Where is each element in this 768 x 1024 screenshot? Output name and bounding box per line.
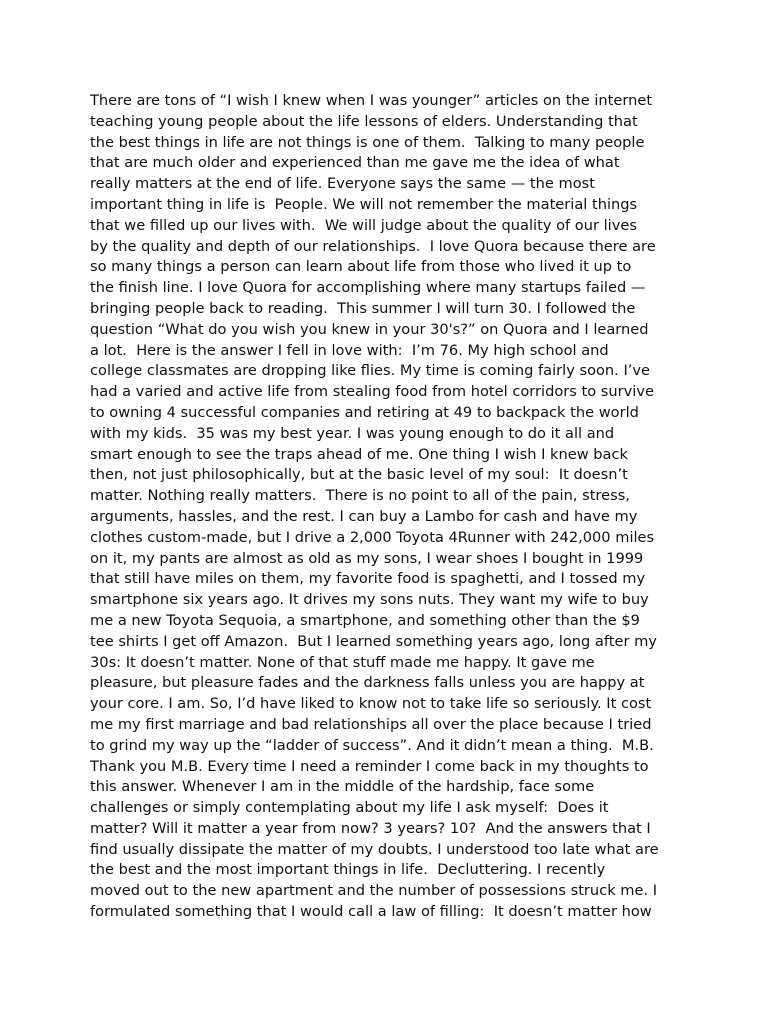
text-line: tee shirts I get off Amazon. But I learned something years ago, long after my [90,632,657,650]
document-body [90,91,690,923]
text-line: challenges or simply contemplating about my life I ask myself: Does it [90,799,609,817]
text-line: on it, my pants are almost as old as my sons, I wear shoes I bought in 1999 [90,549,644,567]
text-line: Thank you M.B. Every time I need a reminder I come back in my thoughts to [90,757,649,775]
text-line: the best and the most important things in life. Decluttering. I recently [90,861,606,879]
text-line: college classmates are dropping like flies. My time is coming fairly soon. I’ve [90,362,651,380]
text-line: that are much older and experienced than me gave me the idea of what [90,154,620,172]
text-line: 30s: It doesn’t matter. None of that stuff made me happy. It gave me [90,653,595,671]
text-line: the finish line. I love Quora for accomplishing where many startups failed — [90,279,646,297]
text-line: find usually dissipate the matter of my doubts. I understood too late what are [90,840,659,858]
text-line: important thing in life is People. We will not remember the material things [90,195,638,213]
text-line: bringing people back to reading. This summer I will turn 30. I followed the [90,299,636,317]
text-line: really matters at the end of life. Everyone says the same — the most [90,175,595,193]
text-line: with my kids. 35 was my best year. I was young enough to do it all and [90,424,615,442]
text-line: smart enough to see the traps ahead of me. One thing I wish I knew back [90,445,628,463]
text-line: teaching young people about the life lessons of elders. Understanding that [90,112,638,130]
text-line: so many things a person can learn about life from those who lived it up to [90,258,632,276]
text-line: to owning 4 successful companies and retiring at 49 to backpack the world [90,403,639,421]
text-line: pleasure, but pleasure fades and the darkness falls unless you are happy at [90,674,645,692]
text-line: me my first marriage and bad relationships all over the place because I tried [90,715,652,733]
text-line: then, not just philosophically, but at the basic level of my soul: It doesn’t [90,466,628,484]
text-line: had a varied and active life from stealing food from hotel corridors to survive [90,383,654,401]
text-line: smartphone six years ago. It drives my sons nuts. They want my wife to buy [90,591,649,609]
text-line: me a new Toyota Sequoia, a smartphone, and something other than the $9 [90,611,640,629]
text-line: to grind my way up the “ladder of success”. And it didn’t mean a thing. M.B. [90,736,654,754]
text-line: the best things in life are not things is one of them. Talking to many people [90,133,645,151]
text-line: by the quality and depth of our relationships. I love Quora because there are [90,237,656,255]
text-line: matter? Will it matter a year from now? 3 years? 10? And the answers that I [90,819,651,837]
text-line: question “What do you wish you knew in your 30's?” on Quora and I learned [90,320,649,338]
text-line: matter. Nothing really matters. There is no point to all of the pain, stress, [90,487,630,505]
text-line: your core. I am. So, I’d have liked to know not to take life so seriously. It cost [90,695,652,713]
text-line: clothes custom-made, but I drive a 2,000 Toyota 4Runner with 242,000 miles [90,528,655,546]
text-line: arguments, hassles, and the rest. I can buy a Lambo for cash and have my [90,507,638,525]
text-line: that still have miles on them, my favorite food is spaghetti, and I tossed my [90,570,646,588]
text-line: There are tons of “I wish I knew when I was younger” articles on the internet [90,92,653,109]
text-line: a lot. Here is the answer I fell in love with: I’m 76. My high school and [90,341,609,359]
text-line: formulated something that I would call a law of filling: It doesn’t matter how [90,903,652,921]
text-line: moved out to the new apartment and the number of possessions struck me. I [90,882,658,900]
text-line: this answer. Whenever I am in the middle of the hardship, face some [90,778,595,796]
text-line: that we filled up our lives with. We will judge about the quality of our lives [90,216,637,234]
